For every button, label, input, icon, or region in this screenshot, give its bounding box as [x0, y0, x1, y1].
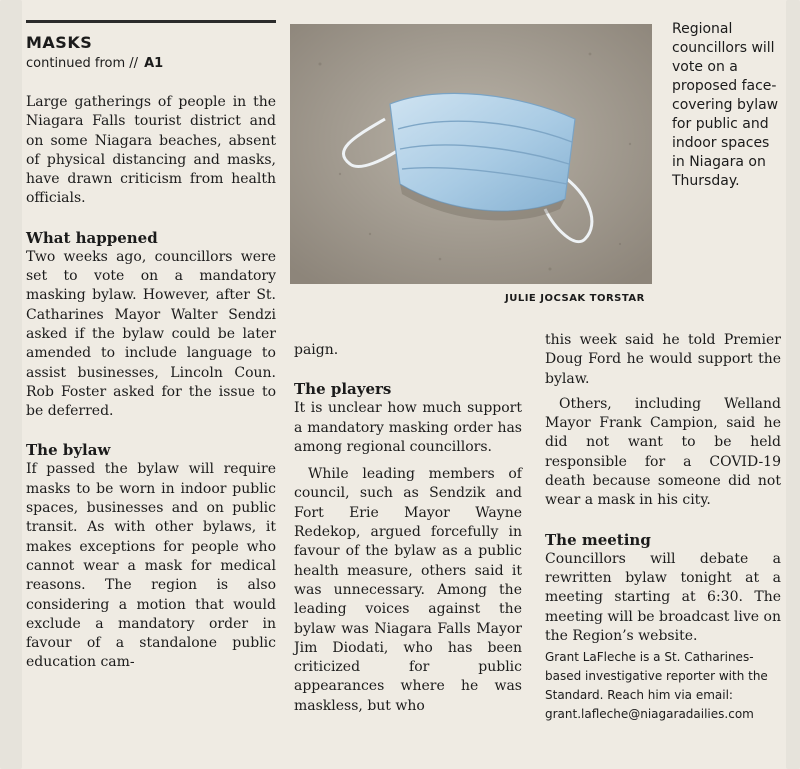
bleed-through-shade	[0, 0, 22, 769]
author-bio: Grant LaFleche is a St. Catharines-based investigative reporter with the Standard. Reach him via email: grant.lafleche@niagaradailies.com	[545, 650, 768, 722]
bylaw-paragraph-continued: paign.	[294, 342, 339, 358]
intro-paragraph: Large gatherings of people in the Niagara Falls tourist district and on some Niagara beaches, absent of physical distancing and masks, have drawn criticism from health officials.	[26, 94, 276, 207]
section-rule	[26, 20, 276, 23]
continued-page: A1	[144, 56, 164, 71]
continued-label: continued from //	[26, 56, 139, 71]
subhead-the-meeting: The meeting	[545, 530, 651, 549]
mask-illustration	[290, 24, 652, 284]
continued-from	[26, 56, 276, 71]
subhead-what-happened: What happened	[26, 228, 158, 247]
bylaw-paragraph: If passed the bylaw will require masks to be worn in indoor public spaces, businesses and on public transit. As with other bylaws, it makes exceptions for people who cannot wear a mask for medical reasons. The region is also considering a motion that would exclude a mandatory order in favour of a standalone public education cam-	[26, 461, 276, 671]
what-happened-paragraph: Two weeks ago, councillors were set to vote on a mandatory masking bylaw. However, after St. Catharines Mayor Walter Sendzi asked if the bylaw could be later amended to include language to assist businesses, Lincoln Coun. Rob Foster asked for the issue to be deferred.	[26, 248, 276, 420]
column-2	[294, 341, 522, 716]
meeting-paragraph: Councillors will debate a rewritten bylaw tonight at a meeting starting at 6:30. The meeting will be broadcast live on the Region’s website.	[545, 550, 781, 644]
column-3	[545, 331, 781, 724]
players-paragraph-2: While leading members of council, such as Sendzik and Fort Erie Mayor Wayne Redekop, argued forcefully in favour of the bylaw as a public health measure, others said it was unnecessary. Among the leading voices against the bylaw was Niagara Falls Mayor Jim Diodati, who has been criticized for public appearances where he was maskless, but who	[294, 466, 522, 714]
bleed-through-shade	[786, 0, 800, 769]
players-paragraph-3: this week said he told Premier Doug Ford he would support the bylaw.	[545, 332, 781, 387]
kicker: MASKS	[26, 33, 93, 52]
subhead-the-bylaw: The bylaw	[26, 441, 111, 460]
column-1	[26, 20, 276, 673]
photo-discarded-mask	[290, 24, 652, 284]
players-paragraph-1: It is unclear how much support a mandatory masking order has among regional councillors.	[294, 400, 522, 455]
subhead-the-players: The players	[294, 380, 392, 399]
players-paragraph-4: Others, including Welland Mayor Frank Campion, said he did not want to be held responsible for a COVID-19 death because someone did not wear a mask in his city.	[545, 395, 781, 509]
photo-credit: JULIE JOCSAK TORSTAR	[505, 293, 645, 304]
photo-caption: Regional councillors will vote on a proposed face-covering bylaw for public and indoor spaces in Niagara on Thursday.	[672, 21, 779, 189]
